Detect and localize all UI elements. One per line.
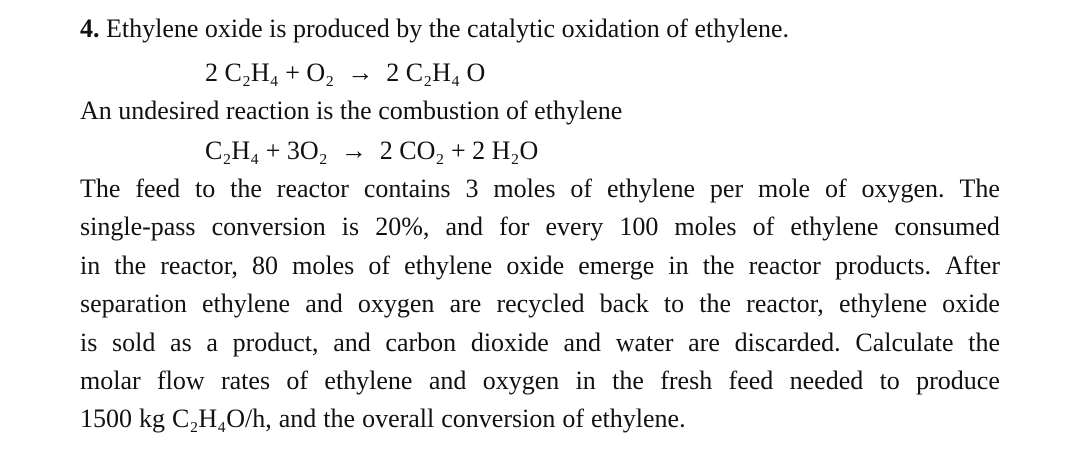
paragraph-word: reactor, [160, 250, 238, 280]
paragraph-word: a [206, 327, 218, 357]
paragraph-word: produce [916, 366, 1000, 395]
paragraph-word: to [879, 366, 900, 395]
paragraph-word: sold [112, 327, 156, 357]
paragraph-line [80, 170, 1000, 208]
paragraph-word: oxygen [357, 289, 435, 319]
paragraph-word: single-pass [80, 212, 196, 242]
eq2-right: 2 CO₂ + 2 H₂O [379, 136, 539, 165]
paragraph-word: emerge [578, 250, 655, 280]
eq1-left: 2 C₂H₄ + O₂ [205, 58, 335, 87]
paragraph-word: fresh [660, 366, 713, 395]
paragraph-word: are [449, 289, 482, 319]
paragraph-word: is [341, 212, 360, 242]
paragraph-word: ethylene [838, 289, 928, 319]
paragraph-word: oxide [942, 289, 1000, 319]
problem-number: 4. [80, 14, 100, 43]
paragraph-word: to [194, 174, 216, 203]
paragraph-word: rates [220, 366, 271, 395]
paragraph-word: oxygen. [861, 174, 945, 203]
paragraph-word: product, [232, 327, 319, 357]
paragraph-word: of [752, 212, 775, 242]
reaction-equation-main [205, 54, 485, 92]
paragraph-word: Calculate [855, 327, 954, 357]
paragraph-word: dioxide [470, 327, 549, 357]
paragraph-line [80, 324, 1000, 362]
paragraph-word: of [824, 174, 847, 203]
paragraph-word: are [688, 327, 720, 357]
paragraph-word: contains [363, 174, 451, 203]
paragraph-word: feed [728, 366, 774, 395]
paragraph-word: flow [156, 366, 205, 395]
paragraph-word: of [562, 404, 585, 434]
paragraph-word: C₂H₄O/h, [172, 404, 272, 434]
problem-intro: Ethylene oxide is produced by the catalytic oxidation of ethylene. [106, 14, 790, 43]
reaction-equation-combustion [205, 132, 538, 170]
paragraph-word: separation [80, 289, 187, 319]
paragraph-word: needed [789, 366, 864, 395]
paragraph-word: to [663, 289, 685, 319]
paragraph-word: ethylene [324, 366, 413, 395]
paragraph-word: conversion [211, 212, 326, 242]
paragraph-line [80, 247, 1000, 285]
paragraph-word: the [230, 174, 262, 203]
paragraph-word: per [709, 174, 744, 203]
paragraph-word: ethylene [790, 212, 879, 242]
paragraph-word: After [945, 250, 1000, 280]
paragraph-word: of [570, 174, 593, 203]
paragraph-word: is [80, 327, 98, 357]
paragraph-word: of [368, 250, 391, 280]
paragraph-word: recycled [496, 289, 585, 319]
paragraph-word: oxygen [482, 366, 560, 395]
paragraph-word: the [699, 289, 732, 319]
paragraph-word: back [599, 289, 649, 319]
paragraph-word: ethylene [404, 250, 493, 280]
paragraph-word: molar [80, 366, 141, 395]
paragraph-word: discarded. [734, 327, 841, 357]
eq2-arrow: → [340, 136, 367, 165]
paragraph-word: the [114, 250, 147, 280]
paragraph-word: conversion [441, 404, 556, 434]
paragraph-word: and [563, 327, 602, 357]
eq2-left: C₂H₄ + 3O₂ [205, 136, 328, 165]
paragraph-word: water [615, 327, 674, 357]
paragraph-word: every [545, 212, 604, 242]
paragraph-word: reactor [748, 250, 821, 280]
paragraph-word: moles [292, 250, 355, 280]
paragraph-word: the [323, 404, 356, 434]
paragraph-word: 3 [465, 174, 479, 203]
paragraph-word: the [612, 366, 644, 395]
paragraph-word: moles [674, 212, 737, 242]
paragraph-word: The [959, 174, 1000, 203]
paragraph-word: kg [139, 404, 165, 434]
paragraph-word: as [170, 327, 192, 357]
paragraph-word: The [80, 174, 121, 203]
paragraph-line [80, 362, 1000, 400]
paragraph-word: and [333, 327, 371, 357]
problem-intro-line [80, 10, 789, 48]
paragraph-word: reactor, [746, 289, 824, 319]
paragraph-word: ethylene [606, 174, 696, 203]
paragraph-word: oxide [506, 250, 565, 280]
undesired-reaction-text: An undesired reaction is the combustion of ethylene [80, 96, 623, 125]
paragraph-word: 20%, [375, 212, 430, 242]
paragraph-word: moles [493, 174, 556, 203]
paragraph-word: in [80, 250, 101, 280]
paragraph-word: consumed [894, 212, 1000, 242]
paragraph-word: of [286, 366, 309, 395]
paragraph-word: carbon [385, 327, 457, 357]
eq1-arrow: → [347, 58, 374, 87]
paragraph-word: 80 [252, 250, 278, 280]
paragraph-word: mole [758, 174, 811, 203]
paragraph-word: and [445, 212, 484, 242]
paragraph-word: ethylene [201, 289, 291, 319]
paragraph-word: ethylene. [591, 404, 686, 434]
paragraph-word: the [968, 327, 1000, 357]
paragraph-word: and [278, 404, 317, 434]
paragraph-word: products. [834, 250, 932, 280]
paragraph-word: and [428, 366, 467, 395]
paragraph-word: feed [135, 174, 181, 203]
paragraph-word: overall [362, 404, 435, 434]
paragraph-line [80, 285, 1000, 323]
eq1-right: 2 C₂H₄ O [386, 58, 486, 87]
paragraph-line [80, 400, 1000, 438]
paragraph-word: reactor [276, 174, 349, 203]
paragraph-line [80, 208, 1000, 246]
paragraph-word: in [668, 250, 689, 280]
paragraph-word: in [575, 366, 596, 395]
paragraph-word: the [702, 250, 735, 280]
paragraph-word: and [305, 289, 343, 319]
paragraph-word: 1500 [80, 404, 132, 434]
paragraph-word: 100 [619, 212, 659, 242]
paragraph-word: for [499, 212, 530, 242]
